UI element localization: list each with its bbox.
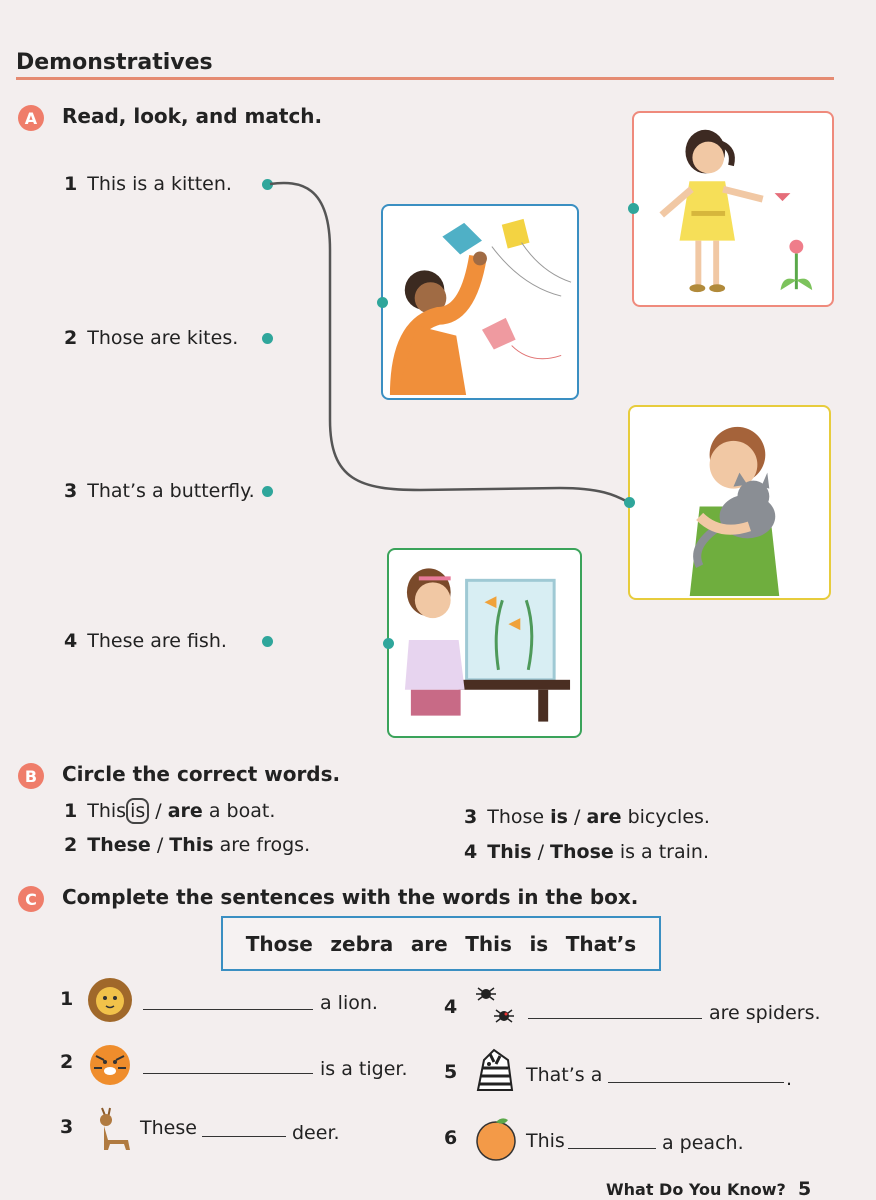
- box-word: zebra: [330, 931, 394, 956]
- option-these[interactable]: These: [87, 834, 151, 856]
- circle-item-number: 2: [64, 834, 78, 856]
- zebra-icon: [470, 1046, 518, 1094]
- sentence-after-5: .: [786, 1068, 793, 1090]
- option-is[interactable]: is: [550, 806, 568, 828]
- circle-item-number: 1: [64, 800, 78, 822]
- match-dot-4[interactable]: [262, 636, 273, 647]
- section-b-badge: B: [18, 763, 44, 789]
- match-dot-2[interactable]: [262, 333, 273, 344]
- circle-item-pre: This: [87, 800, 127, 822]
- sentence-number-1: 1: [60, 988, 74, 1010]
- picture-dot-boy-kites[interactable]: [377, 297, 388, 308]
- spiders-icon: [470, 982, 518, 1030]
- match-item-text: Those are kites.: [87, 327, 239, 349]
- boy-kites-illustration: [383, 206, 577, 398]
- match-dot-1[interactable]: [262, 179, 273, 190]
- boy-kitten-illustration: [630, 407, 829, 598]
- sentence-number-6: 6: [444, 1127, 458, 1149]
- sentence-number-5: 5: [444, 1061, 458, 1083]
- circle-item-post: a boat.: [202, 800, 276, 822]
- picture-girl-fish-tank: [387, 548, 582, 738]
- match-item-number: 2: [64, 327, 78, 349]
- section-c-heading: Complete the sentences with the words in the box.: [62, 885, 639, 909]
- sentence-number-3: 3: [60, 1116, 74, 1138]
- match-item-number: 3: [64, 480, 78, 502]
- match-item-4: [64, 630, 227, 652]
- deer-icon: [88, 1104, 136, 1152]
- box-word: Those: [245, 931, 313, 956]
- page-title: Demonstratives: [16, 50, 213, 75]
- peach-icon: [472, 1114, 520, 1162]
- option-separator: /: [567, 806, 587, 828]
- option-are[interactable]: are: [167, 800, 203, 822]
- match-item-text: That’s a butterfly.: [87, 480, 255, 502]
- option-this[interactable]: This: [169, 834, 214, 856]
- circle-item-post: is a train.: [613, 841, 709, 863]
- answer-blank-6[interactable]: [568, 1148, 656, 1149]
- match-item-text: These are fish.: [87, 630, 227, 652]
- picture-girl-butterfly: [632, 111, 834, 307]
- sentence-before-6: This: [526, 1130, 565, 1152]
- title-rule: [16, 77, 834, 80]
- answer-blank-5[interactable]: [608, 1082, 784, 1083]
- answer-blank-4[interactable]: [528, 1018, 702, 1019]
- match-item-number: 1: [64, 173, 78, 195]
- section-b-heading: Circle the correct words.: [62, 762, 341, 786]
- match-item-1: [64, 173, 232, 195]
- box-word: That’s: [565, 931, 637, 956]
- picture-boy-kites: [381, 204, 579, 400]
- option-separator: /: [531, 841, 551, 863]
- circle-item-4: [464, 841, 709, 863]
- match-item-2: [64, 327, 238, 349]
- circle-item-2: [64, 834, 310, 856]
- circle-item-pre: Those: [487, 806, 551, 828]
- answer-blank-1[interactable]: [143, 1009, 313, 1010]
- circle-item-number: 3: [464, 806, 478, 828]
- picture-boy-kitten: [628, 405, 831, 600]
- word-box: [221, 916, 661, 971]
- section-a-heading: Read, look, and match.: [62, 104, 323, 128]
- sentence-after-1: a lion.: [320, 992, 378, 1014]
- match-item-number: 4: [64, 630, 78, 652]
- sentence-before-3: These: [140, 1117, 197, 1139]
- girl-butterfly-illustration: [634, 113, 832, 305]
- page-number: 5: [798, 1178, 812, 1200]
- option-are[interactable]: are: [586, 806, 622, 828]
- circle-item-number: 4: [464, 841, 478, 863]
- option-separator: /: [149, 800, 168, 822]
- answer-blank-2[interactable]: [143, 1073, 313, 1074]
- picture-dot-girl-butterfly[interactable]: [628, 203, 639, 214]
- match-dot-3[interactable]: [262, 486, 273, 497]
- sentence-after-6: a peach.: [662, 1132, 744, 1154]
- sentence-after-3: deer.: [292, 1122, 340, 1144]
- sentence-after-4: are spiders.: [709, 1002, 821, 1024]
- match-item-3: [64, 480, 255, 502]
- footer-label: What Do You Know?: [606, 1180, 786, 1199]
- lion-icon: [86, 976, 134, 1024]
- option-those[interactable]: Those: [550, 841, 614, 863]
- box-word: This: [465, 931, 512, 956]
- tiger-icon: [86, 1040, 134, 1088]
- girl-fish-tank-illustration: [389, 550, 580, 736]
- option-separator: /: [150, 834, 170, 856]
- sentence-after-2: is a tiger.: [320, 1058, 408, 1080]
- box-word: are: [410, 931, 448, 956]
- option-this[interactable]: This: [487, 841, 532, 863]
- circle-item-post: bicycles.: [621, 806, 710, 828]
- picture-dot-girl-fish-tank[interactable]: [383, 638, 394, 649]
- section-c-badge: C: [18, 886, 44, 912]
- sentence-number-2: 2: [60, 1051, 74, 1073]
- match-item-text: This is a kitten.: [87, 173, 232, 195]
- answer-blank-3[interactable]: [202, 1136, 286, 1137]
- sentence-before-5: That’s a: [526, 1064, 603, 1086]
- circled-option-is[interactable]: is: [126, 798, 149, 824]
- picture-dot-boy-kitten[interactable]: [624, 497, 635, 508]
- circle-item-3: [464, 806, 710, 828]
- sentence-number-4: 4: [444, 996, 458, 1018]
- section-a-badge: A: [18, 105, 44, 131]
- circle-item-post: are frogs.: [213, 834, 311, 856]
- circle-item-1: [64, 800, 275, 822]
- box-word: is: [529, 931, 549, 956]
